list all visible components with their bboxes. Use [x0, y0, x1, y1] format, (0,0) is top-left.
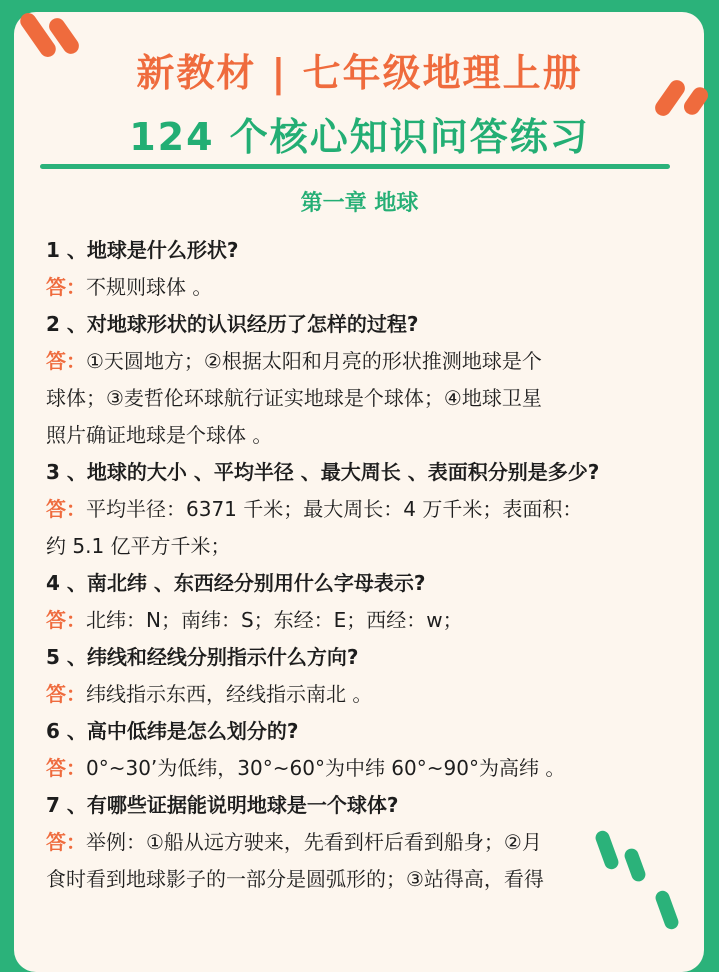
answer-4-line-1: 北纬：N；南纬：S；东经：E；西经：w；	[86, 608, 463, 632]
question-3: 3 、地球的大小 、平均半径 、最大周长 、表面积分别是多少?	[46, 460, 600, 484]
title-divider	[40, 164, 670, 169]
answer-7	[46, 824, 682, 861]
answer-1-line-1: 不规则球体 。	[86, 275, 213, 299]
question-5: 5 、纬线和经线分别指示什么方向?	[46, 645, 359, 669]
title-line-2: 124 个核心知识问答练习	[129, 115, 590, 159]
answer-label: 答：	[46, 608, 86, 632]
answer-5-line-1: 纬线指示东西，经线指示南北 。	[86, 682, 373, 706]
answer-1	[46, 269, 682, 306]
answer-label: 答：	[46, 349, 86, 373]
answer-2-line-2: 球体；③麦哲伦环球航行证实地球是个球体；④地球卫星	[46, 386, 542, 410]
answer-label: 答：	[46, 682, 86, 706]
answer-label: 答：	[46, 275, 86, 299]
answer-2	[46, 343, 682, 380]
answer-2-line-3: 照片确证地球是个球体 。	[46, 423, 273, 447]
answer-label: 答：	[46, 497, 86, 521]
answer-7-line-2: 食时看到地球影子的一部分是圆弧形的；③站得高，看得	[46, 867, 544, 891]
answer-label: 答：	[46, 830, 86, 854]
chapter-heading: 第一章 地球	[300, 191, 419, 216]
answer-4	[46, 602, 682, 639]
answer-label: 答：	[46, 756, 86, 780]
answer-3-line-2: 约 5.1 亿平方千米；	[46, 534, 231, 558]
question-4: 4 、南北纬 、东西经分别用什么字母表示?	[46, 571, 426, 595]
question-2: 2 、对地球形状的认识经历了怎样的过程?	[46, 312, 419, 336]
answer-3	[46, 491, 682, 528]
question-1: 1 、地球是什么形状?	[46, 238, 239, 262]
answer-3-line-1: 平均半径：6371 千米；最大周长：4 万千米；表面积：	[86, 497, 583, 521]
answer-7-line-1: 举例：①船从远方驶来，先看到杆后看到船身；②月	[86, 830, 542, 854]
answer-5	[46, 676, 682, 713]
title-line-1: 新教材 | 七年级地理上册	[136, 51, 583, 95]
answer-2-line-1: ①天圆地方；②根据太阳和月亮的形状推测地球是个	[86, 349, 542, 373]
question-7: 7 、有哪些证据能说明地球是一个球体?	[46, 793, 399, 817]
answer-6-line-1: 0°~30’为低纬，30°~60°为中纬 60°~90°为高纬 。	[86, 756, 566, 780]
qa-list	[46, 232, 682, 898]
question-6: 6 、高中低纬是怎么划分的?	[46, 719, 299, 743]
answer-6	[46, 750, 682, 787]
